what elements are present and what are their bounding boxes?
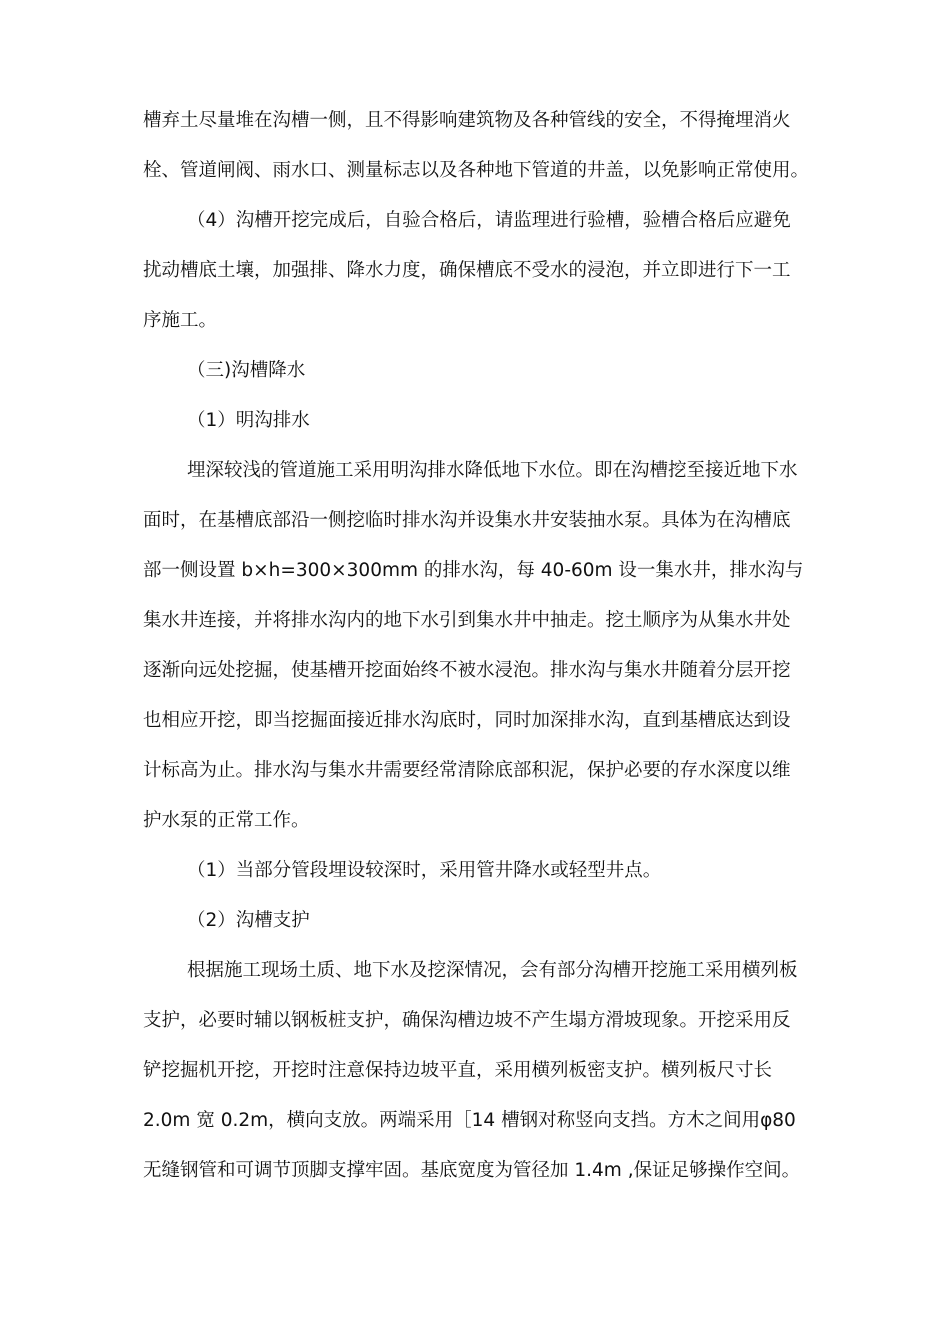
document-body — [143, 96, 815, 1196]
text-line: 2.0m 宽 0.2m，横向支放。两端采用［14 槽钢对称竖向支挡。方木之间用φ80 — [143, 1110, 796, 1131]
section-heading: （三)沟槽降水 — [187, 360, 306, 381]
text-line: 槽弃土尽量堆在沟槽一侧，且不得影响建筑物及各种管线的安全，不得掩埋消火 — [143, 110, 791, 131]
text-line: 根据施工现场土质、地下水及挖深情况，会有部分沟槽开挖施工采用横列板 — [187, 960, 798, 981]
text-line: 集水井连接，并将排水沟内的地下水引到集水井中抽走。挖土顺序为从集水井处 — [143, 610, 791, 631]
text-line: 无缝钢管和可调节顶脚支撑牢固。基底宽度为管径加 1.4m ,保证足够操作空间。 — [143, 1160, 801, 1181]
text-line: 逐渐向远处挖掘，使基槽开挖面始终不被水浸泡。排水沟与集水井随着分层开挖 — [143, 660, 791, 681]
text-line: （1）当部分管段埋设较深时，采用管井降水或轻型井点。 — [187, 860, 662, 881]
text-line: 埋深较浅的管道施工采用明沟排水降低地下水位。即在沟槽挖至接近地下水 — [187, 460, 798, 481]
text-line: 栓、管道闸阀、雨水口、测量标志以及各种地下管道的井盖，以免影响正常使用。 — [143, 160, 810, 181]
text-line: 护水泵的正常工作。 — [143, 810, 310, 831]
text-line: 扰动槽底土壤，加强排、降水力度，确保槽底不受水的浸泡，并立即进行下一工 — [143, 260, 791, 281]
text-line: 支护，必要时辅以钢板桩支护，确保沟槽边坡不产生塌方滑坡现象。开挖采用反 — [143, 1010, 791, 1031]
text-line: 计标高为止。排水沟与集水井需要经常清除底部积泥，保护必要的存水深度以维 — [143, 760, 791, 781]
text-line: 铲挖掘机开挖，开挖时注意保持边坡平直，采用横列板密支护。横列板尺寸长 — [143, 1060, 773, 1081]
subsection-heading: （2）沟槽支护 — [187, 910, 310, 931]
text-line: 也相应开挖，即当挖掘面接近排水沟底时，同时加深排水沟，直到基槽底达到设 — [143, 710, 791, 731]
subsection-heading: （1）明沟排水 — [187, 410, 310, 431]
text-line: 序施工。 — [143, 310, 218, 331]
text-line: 部一侧设置 b×h=300×300mm 的排水沟，每 40-60m 设一集水井，排水沟与 — [143, 560, 804, 581]
text-line: （4）沟槽开挖完成后，自验合格后，请监理进行验槽，验槽合格后应避免 — [187, 210, 791, 231]
text-line: 面时，在基槽底部沿一侧挖临时排水沟并设集水井安装抽水泵。具体为在沟槽底 — [143, 510, 791, 531]
